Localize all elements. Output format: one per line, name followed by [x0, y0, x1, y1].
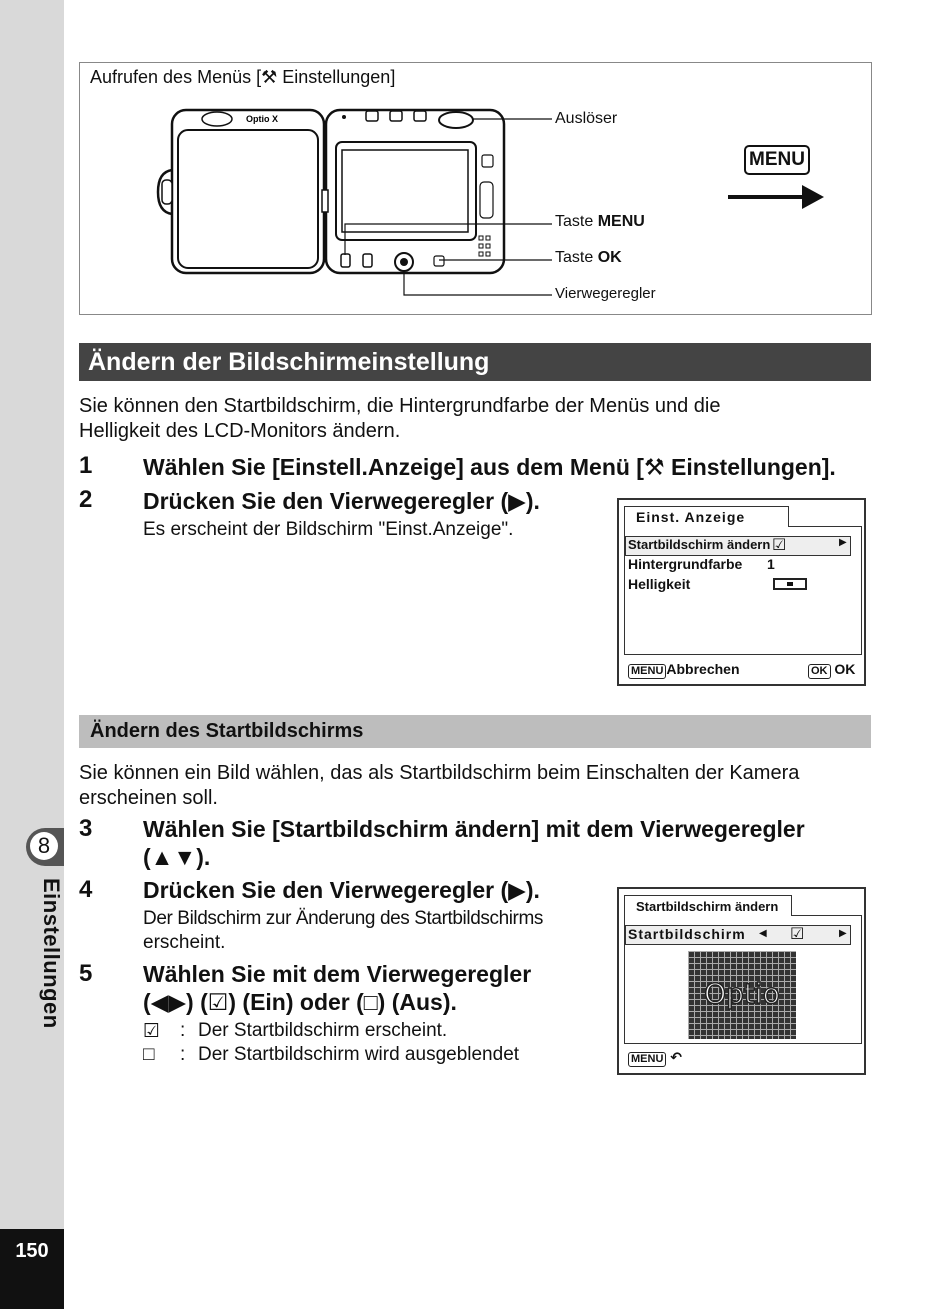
caret-right-icon: ▶ [839, 537, 847, 548]
subsection-intro-line1: Sie können ein Bild wählen, das als Startbildschirm beim Einschalten der Kamera [79, 762, 800, 784]
option-on-symbol: ☑ [143, 1021, 161, 1042]
step-text: Drücken Sie den Vierwegeregler (▶). [143, 877, 540, 903]
option-off-symbol: □ [143, 1044, 155, 1065]
camera-brand-text: Optio X [246, 114, 278, 124]
row-label: Startbildschirm [628, 926, 746, 942]
footer-back: MENU ↶ [628, 1049, 682, 1067]
figure-title: Aufrufen des Menüs [⚒ Einstellungen] [90, 67, 396, 87]
option-on-text: Der Startbildschirm erscheint. [198, 1020, 448, 1041]
step-subtext-line1: Der Bildschirm zur Änderung des Startbildschirms [143, 908, 544, 929]
step-number: 2 [79, 486, 93, 513]
label-dpad: Vierwegeregler [555, 285, 656, 302]
step-subtext: Es erscheint der Bildschirm "Einst.Anzeige". [143, 519, 514, 540]
label-menu-button: Taste MENU [555, 213, 645, 230]
footer-ok: OK OK [808, 661, 855, 679]
step-text-line1: Wählen Sie [Startbildschirm ändern] mit dem Vierwegeregler [143, 816, 805, 842]
option-separator: : [180, 1020, 186, 1041]
step-number: 3 [79, 815, 93, 842]
step-number: 5 [79, 960, 93, 987]
step-text: Drücken Sie den Vierwegeregler (▶). [143, 488, 540, 514]
chapter-title: Einstellungen [39, 878, 64, 1029]
subsection-intro-line2: erscheinen soll. [79, 787, 218, 809]
page-number: 150 [15, 1240, 49, 1262]
back-icon: ↶ [670, 1049, 683, 1065]
option-off-text: Der Startbildschirm wird ausgeblendet [198, 1044, 520, 1065]
startup-logo-text: Optio [704, 977, 780, 1010]
row-label: Startbildschirm ändern [628, 537, 771, 552]
camera-screen-startup [617, 887, 866, 1075]
menu-key-symbol: MENU [744, 145, 810, 175]
camera-illustration [150, 100, 570, 300]
brightness-indicator [787, 582, 793, 586]
arrow-right-icon [728, 183, 826, 211]
step-text: Wählen Sie [Einstell.Anzeige] aus dem Menü [⚒ Einstellungen]. [143, 454, 836, 480]
step-text-line1: Wählen Sie mit dem Vierwegeregler [143, 961, 532, 987]
option-separator: : [180, 1044, 186, 1065]
row-label: Helligkeit [628, 576, 691, 592]
caret-right-icon: ▶ [839, 928, 847, 939]
row-value: ☑ [772, 537, 787, 554]
step-subtext-line2: erscheint. [143, 932, 226, 953]
step-text-line2: (▲▼). [143, 844, 211, 870]
screen-tab-title: Einst. Anzeige [624, 506, 789, 527]
caret-left-icon: ◀ [759, 928, 767, 939]
row-value: ☑ [790, 926, 805, 943]
footer-cancel: MENU Abbrechen [628, 661, 740, 679]
camera-screen-settings [617, 498, 866, 686]
chapter-number: 8 [30, 832, 58, 860]
subsection-heading: Ändern des Startbildschirms [79, 715, 871, 748]
row-value: 1 [767, 556, 775, 572]
section-heading: Ändern der Bildschirmeinstellung [79, 343, 871, 381]
brightness-slider [773, 578, 807, 590]
label-ok-button: Taste OK [555, 249, 622, 266]
label-shutter: Auslöser [555, 110, 618, 127]
step-number: 4 [79, 876, 93, 903]
chapter-sidebar [0, 0, 64, 1309]
row-label: Hintergrundfarbe [628, 556, 743, 572]
section-intro-line1: Sie können den Startbildschirm, die Hintergrundfarbe der Menüs und die [79, 395, 721, 417]
startup-image-preview [688, 951, 796, 1039]
step-number: 1 [79, 452, 93, 479]
screen-tab-title: Startbildschirm ändern [624, 895, 792, 916]
step-text-line2: (◀▶) (☑) (Ein) oder (□) (Aus). [143, 989, 457, 1015]
section-intro-line2: Helligkeit des LCD-Monitors ändern. [79, 420, 401, 442]
